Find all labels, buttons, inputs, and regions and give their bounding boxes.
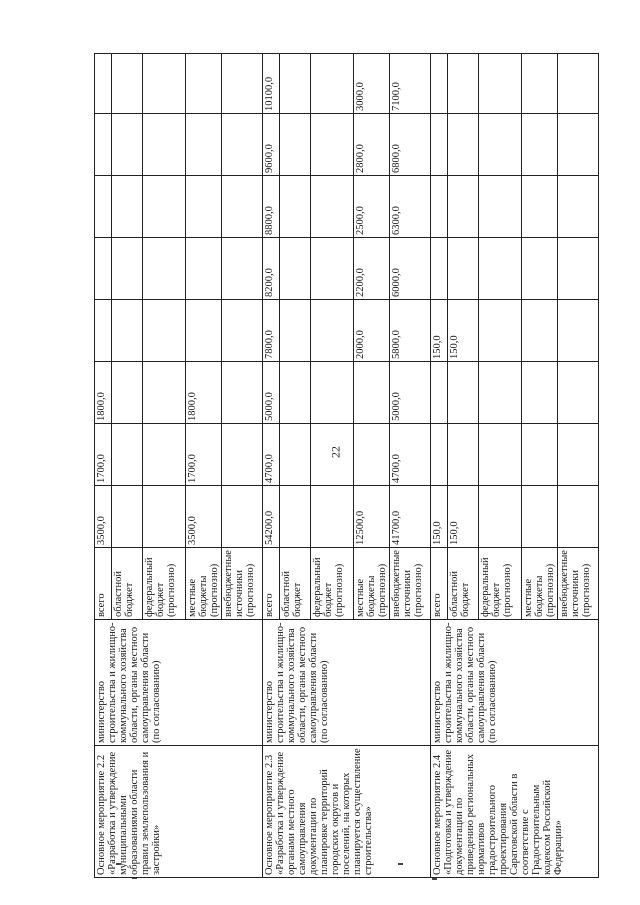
amount-cell — [222, 424, 263, 486]
measure-name-cell: Основное мероприятие 2.4 «Подготовка и утверждение документации по приведению региональных нормативов градостроительного проектирования Саратовской области в соответствие с Градостроительным кодексом Российской Федерации» — [431, 746, 599, 878]
amount-cell — [112, 362, 143, 424]
amount-cell: 3500,0 — [186, 486, 222, 548]
amount-cell — [311, 300, 354, 362]
amount-cell — [222, 114, 263, 176]
amount-cell: 12500,0 — [354, 486, 390, 548]
funding-source-cell: областной бюджет — [112, 548, 143, 620]
budget-table — [94, 53, 599, 878]
amount-cell — [558, 176, 599, 238]
amount-cell — [558, 300, 599, 362]
rotated-table-container — [94, 54, 593, 878]
amount-cell — [354, 424, 390, 486]
amount-cell: 6300,0 — [390, 176, 431, 238]
amount-cell: 54200,0 — [263, 486, 280, 548]
amount-cell — [522, 300, 558, 362]
amount-cell: 41700,0 — [390, 486, 431, 548]
amount-cell: 3500,0 — [95, 486, 112, 548]
amount-cell: 5000,0 — [390, 362, 431, 424]
funding-source-cell: всего — [95, 548, 112, 620]
table-row — [95, 54, 112, 878]
amount-cell — [311, 114, 354, 176]
amount-cell — [522, 362, 558, 424]
page-number: 22 — [328, 446, 343, 458]
amount-cell — [431, 362, 448, 424]
amount-cell — [222, 486, 263, 548]
amount-cell: 10100,0 — [263, 54, 280, 114]
funding-source-cell: внебюджетные источники (прогнозно) — [558, 548, 599, 620]
amount-cell — [112, 114, 143, 176]
amount-cell — [522, 486, 558, 548]
amount-cell — [95, 300, 112, 362]
table-row — [431, 54, 448, 878]
amount-cell: 1700,0 — [95, 424, 112, 486]
funding-source-cell: федеральный бюджет (прогнозно) — [479, 548, 522, 620]
amount-cell — [280, 114, 311, 176]
amount-cell — [222, 300, 263, 362]
amount-cell — [522, 176, 558, 238]
amount-cell — [558, 424, 599, 486]
amount-cell — [280, 300, 311, 362]
amount-cell: 5000,0 — [263, 362, 280, 424]
amount-cell: 5800,0 — [390, 300, 431, 362]
amount-cell — [448, 362, 479, 424]
funding-source-cell: федеральный бюджет (прогнозно) — [311, 548, 354, 620]
executor-cell: министерство строительства и жилищно-коммунального хозяйства области, органы местного самоуправления области (по согласованию) — [263, 620, 431, 746]
funding-source-cell: всего — [431, 548, 448, 620]
amount-cell — [479, 176, 522, 238]
amount-cell — [431, 176, 448, 238]
amount-cell — [448, 176, 479, 238]
amount-cell: 6800,0 — [390, 114, 431, 176]
amount-cell — [431, 424, 448, 486]
amount-cell — [431, 54, 448, 114]
amount-cell: 1800,0 — [95, 362, 112, 424]
amount-cell — [222, 362, 263, 424]
funding-source-cell: местные бюджеты (прогнозно) — [186, 548, 222, 620]
funding-source-cell: местные бюджеты (прогнозно) — [354, 548, 390, 620]
amount-cell: 2000,0 — [354, 300, 390, 362]
amount-cell — [112, 238, 143, 300]
amount-cell — [558, 54, 599, 114]
amount-cell — [431, 238, 448, 300]
amount-cell: 3000,0 — [354, 54, 390, 114]
amount-cell — [448, 54, 479, 114]
amount-cell: 4700,0 — [390, 424, 431, 486]
executor-cell: министерство строительства и жилищно-коммунального хозяйства области, органы местного самоуправления области (по согласованию) — [431, 620, 599, 746]
amount-cell — [280, 54, 311, 114]
amount-cell — [112, 300, 143, 362]
amount-cell — [186, 114, 222, 176]
amount-cell: 1700,0 — [186, 424, 222, 486]
amount-cell — [448, 238, 479, 300]
measure-name-cell: Основное мероприятие 2.3 «Разработка и утверждение органами местного самоуправления документации по планировке территорий городских округов и поселений, на которых планируется осуществление строительства» — [263, 746, 431, 878]
amount-cell: 2500,0 — [354, 176, 390, 238]
funding-source-cell: областной бюджет — [448, 548, 479, 620]
amount-cell: 150,0 — [431, 486, 448, 548]
amount-cell — [311, 424, 354, 486]
amount-cell: 7100,0 — [390, 54, 431, 114]
amount-cell — [522, 424, 558, 486]
amount-cell — [143, 238, 186, 300]
amount-cell — [95, 238, 112, 300]
amount-cell — [479, 362, 522, 424]
funding-source-cell: всего — [263, 548, 280, 620]
amount-cell — [311, 486, 354, 548]
amount-cell — [112, 424, 143, 486]
amount-cell — [311, 238, 354, 300]
amount-cell — [479, 300, 522, 362]
amount-cell — [95, 176, 112, 238]
amount-cell — [558, 486, 599, 548]
amount-cell — [143, 176, 186, 238]
amount-cell: 6000,0 — [390, 238, 431, 300]
amount-cell: 8800,0 — [263, 176, 280, 238]
amount-cell: 150,0 — [448, 300, 479, 362]
amount-cell — [558, 114, 599, 176]
amount-cell — [95, 54, 112, 114]
measure-name-cell: Основное мероприятие 2.2 «Разработка и утверждение муниципальными образованиями области правил землепользования и застройки» — [95, 746, 263, 878]
amount-cell — [479, 114, 522, 176]
executor-cell: министерство строительства и жилищно-коммунального хозяйства области, органы местного самоуправления области (по согласованию) — [95, 620, 263, 746]
amount-cell — [222, 54, 263, 114]
amount-cell — [143, 424, 186, 486]
amount-cell — [222, 176, 263, 238]
amount-cell — [143, 54, 186, 114]
amount-cell — [95, 114, 112, 176]
amount-cell — [354, 362, 390, 424]
amount-cell — [186, 300, 222, 362]
amount-cell — [112, 176, 143, 238]
amount-cell — [186, 54, 222, 114]
amount-cell: 2800,0 — [354, 114, 390, 176]
amount-cell: 9600,0 — [263, 114, 280, 176]
amount-cell — [448, 424, 479, 486]
scan-mark — [432, 878, 437, 880]
amount-cell — [143, 486, 186, 548]
funding-source-cell: местные бюджеты (прогнозно) — [522, 548, 558, 620]
amount-cell — [280, 238, 311, 300]
amount-cell — [112, 54, 143, 114]
amount-cell — [311, 176, 354, 238]
funding-source-cell: областной бюджет — [280, 548, 311, 620]
amount-cell: 1800,0 — [186, 362, 222, 424]
amount-cell — [448, 114, 479, 176]
amount-cell — [280, 424, 311, 486]
table-row — [263, 54, 280, 878]
amount-cell: 150,0 — [448, 486, 479, 548]
amount-cell: 150,0 — [431, 300, 448, 362]
amount-cell — [112, 486, 143, 548]
funding-source-cell: федеральный бюджет (прогнозно) — [143, 548, 186, 620]
amount-cell — [143, 300, 186, 362]
amount-cell: 7800,0 — [263, 300, 280, 362]
amount-cell: 4700,0 — [263, 424, 280, 486]
amount-cell — [222, 238, 263, 300]
amount-cell — [522, 114, 558, 176]
funding-source-cell: внебюджетные источники (прогнозно) — [390, 548, 431, 620]
amount-cell: 8200,0 — [263, 238, 280, 300]
amount-cell — [143, 362, 186, 424]
amount-cell — [479, 486, 522, 548]
amount-cell — [522, 54, 558, 114]
funding-source-cell: внебюджетные источники (прогнозно) — [222, 548, 263, 620]
amount-cell — [558, 238, 599, 300]
amount-cell — [558, 362, 599, 424]
table-viewport — [94, 54, 593, 878]
amount-cell — [311, 362, 354, 424]
amount-cell — [479, 54, 522, 114]
amount-cell — [479, 238, 522, 300]
amount-cell — [280, 362, 311, 424]
amount-cell — [143, 114, 186, 176]
amount-cell — [186, 176, 222, 238]
amount-cell — [186, 238, 222, 300]
amount-cell — [280, 176, 311, 238]
amount-cell — [431, 114, 448, 176]
amount-cell — [311, 54, 354, 114]
amount-cell: 2200,0 — [354, 238, 390, 300]
amount-cell — [479, 424, 522, 486]
amount-cell — [280, 486, 311, 548]
amount-cell — [522, 238, 558, 300]
